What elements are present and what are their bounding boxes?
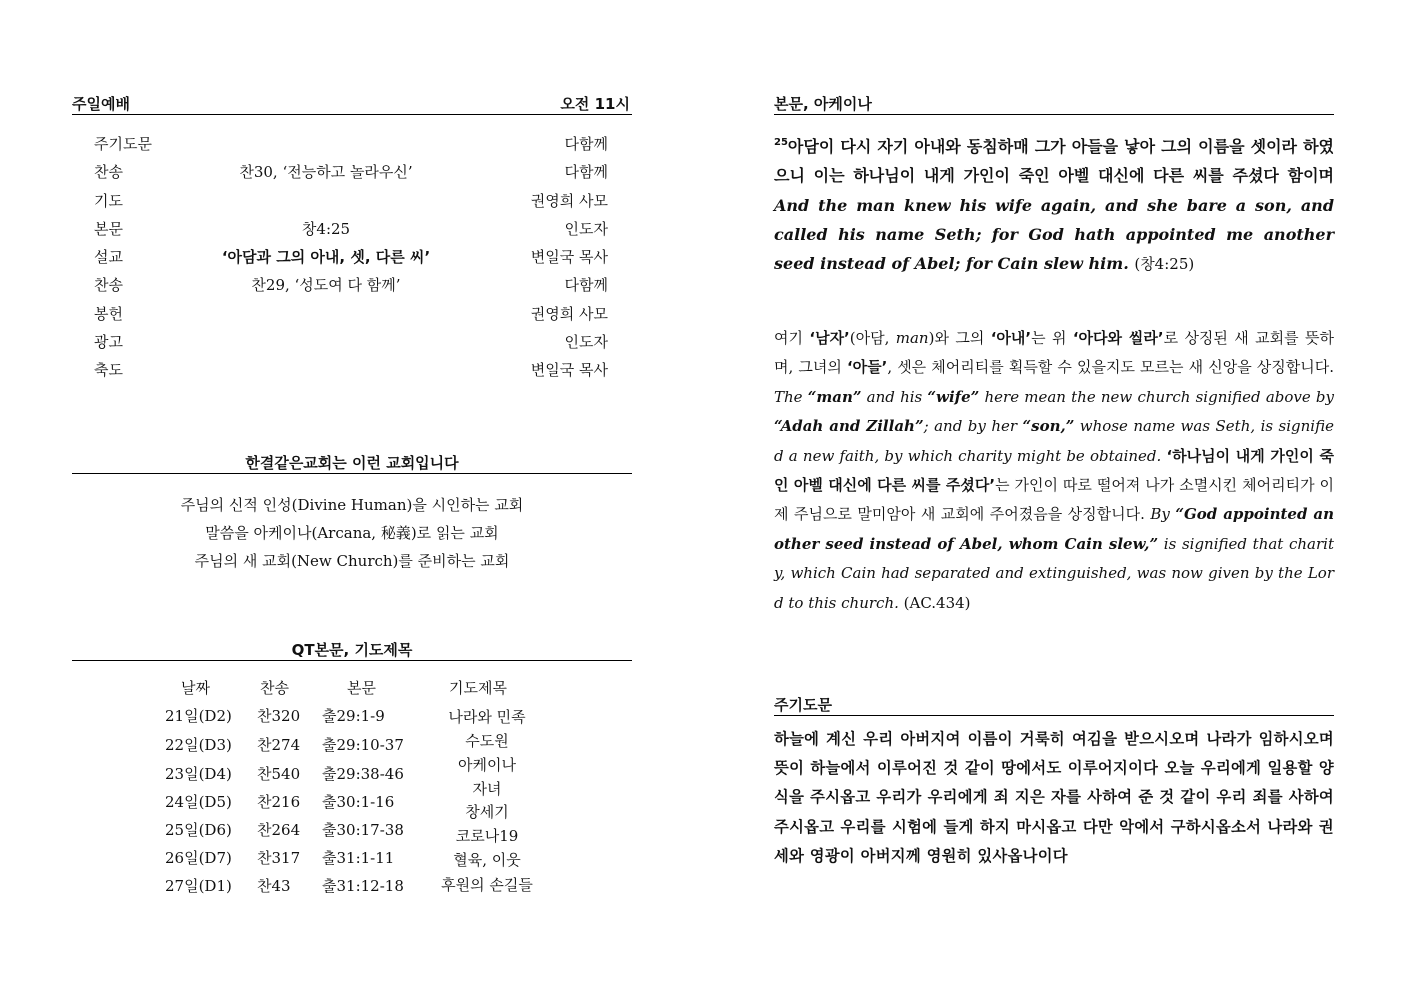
service-leader: 다함께 xyxy=(564,276,608,295)
worship-title: 주일예배 xyxy=(72,95,130,113)
arcana-commentary xyxy=(774,324,1334,618)
qt-text: 출30:1-16 xyxy=(322,793,395,811)
commentary-english: By xyxy=(1150,505,1176,524)
commentary-english-emphasis: “God appointed another seed instead of Abel, whom Cain slew,” xyxy=(774,505,1335,553)
commentary-text: 로 상징된 새 교회를 뜻하며, 그녀의 xyxy=(774,329,1335,377)
qt-prayer-topic: 자녀 xyxy=(472,780,502,798)
text-header xyxy=(774,94,1334,115)
qt-col-hymn: 찬송 xyxy=(260,679,289,697)
qt-col-text: 본문 xyxy=(347,679,376,697)
qt-row xyxy=(0,704,700,728)
qt-text: 출31:1-11 xyxy=(322,849,395,867)
qt-hymn: 찬320 xyxy=(257,707,301,725)
qt-row xyxy=(0,733,700,757)
service-row xyxy=(94,243,608,271)
commentary-emphasis: ‘아들’ xyxy=(846,358,888,377)
verse-number: 25 xyxy=(774,137,788,148)
service-leader: 다함께 xyxy=(564,163,608,182)
qt-prayer-topic: 아케이나 xyxy=(458,756,516,774)
worship-header xyxy=(72,94,632,115)
qt-date: 24일(D5) xyxy=(165,793,232,811)
qt-row xyxy=(0,762,700,786)
commentary-emphasis: ‘남자’ xyxy=(809,329,850,347)
sermon-title: ‘아담과 그의 아내, 셋, 다른 씨’ xyxy=(221,248,431,267)
qt-col-prayer: 기도제목 xyxy=(449,679,507,697)
commentary-english: here mean the new church signified above by xyxy=(979,387,1335,406)
mission-line: 말씀을 아케이나(Arcana, 秘義)로 읽는 교회 xyxy=(205,524,499,542)
commentary-english: whose name was Seth, is signified a new faith, by which charity might be obtained. xyxy=(774,417,1334,465)
service-row xyxy=(94,215,608,243)
qt-prayer-topic: 나라와 민족 xyxy=(448,708,526,726)
service-row xyxy=(94,130,608,158)
service-row xyxy=(94,271,608,299)
commentary-text: )와 그의 xyxy=(928,329,991,347)
qt-col-date: 날짜 xyxy=(181,679,210,697)
commentary-reference: (AC.434) xyxy=(898,593,971,612)
commentary-emphasis: ‘하나님이 내게 가인이 죽인 아벨 대신에 다른 씨를 주셨다’ xyxy=(774,446,1334,495)
lords-prayer-header xyxy=(774,695,1334,716)
mission-line: 주님의 새 교회(New Church)를 준비하는 교회 xyxy=(194,552,510,570)
service-item: 기도 xyxy=(94,191,123,210)
service-detail: 찬30, ‘전능하고 놀라우신’ xyxy=(239,163,413,182)
mission-line: 주님의 신적 인성(Divine Human)을 시인하는 교회 xyxy=(180,496,524,514)
qt-text: 출30:17-38 xyxy=(322,821,404,839)
qt-hymn: 찬264 xyxy=(257,821,301,839)
service-item: 봉헌 xyxy=(94,304,123,323)
qt-date: 21일(D2) xyxy=(165,707,232,725)
qt-row xyxy=(0,846,700,870)
commentary-text: 는 위 xyxy=(1031,329,1073,347)
commentary-emphasis: ‘아내’ xyxy=(990,329,1032,347)
commentary-english-emphasis: “son,” xyxy=(1022,417,1075,436)
qt-row xyxy=(0,818,700,842)
verse-reference: (창4:25) xyxy=(1134,255,1195,274)
qt-prayer-topic: 창세기 xyxy=(465,803,509,821)
commentary-english-emphasis: “man” xyxy=(807,387,862,406)
service-detail: 창4:25 xyxy=(301,219,351,238)
service-row xyxy=(94,300,608,328)
service-item: 찬송 xyxy=(94,163,123,182)
commentary-text: 는 가인이 따로 떨어져 나가 소멸시킨 체어리티가 이제 주님으로 말미암아 새 교회에 주어졌음을 상징합니다. xyxy=(774,476,1334,524)
service-row xyxy=(94,187,608,215)
commentary-english: The xyxy=(774,387,808,406)
commentary-english: ; and by her xyxy=(923,417,1023,436)
service-leader: 변일국 목사 xyxy=(530,361,608,380)
lords-prayer-title: 주기도문 xyxy=(774,696,832,714)
qt-text: 출29:10-37 xyxy=(322,736,404,754)
service-leader: 인도자 xyxy=(564,333,608,352)
verse-korean: 아담이 다시 자기 아내와 동침하매 그가 아들을 낳아 그의 이름을 셋이라 하였으니 이는 하나님이 내게 가인이 죽인 아벨 대신에 다른 씨를 주셨다 함이며 xyxy=(774,137,1334,186)
commentary-emphasis: ‘아다와 씰라’ xyxy=(1072,329,1164,347)
qt-date: 25일(D6) xyxy=(165,821,232,839)
mission-statements xyxy=(72,491,632,575)
commentary-english: is signified that charity, which Cain had separated and extinguished, was now given by the Lord to this church. xyxy=(774,534,1334,612)
qt-row xyxy=(0,790,700,814)
commentary-text: 여기 xyxy=(774,329,810,347)
service-leader: 인도자 xyxy=(564,219,608,238)
commentary-english-emphasis: “wife” xyxy=(927,387,980,406)
qt-text: 출29:1-9 xyxy=(322,707,385,725)
qt-prayer-topic: 혈육, 이웃 xyxy=(453,851,521,869)
service-item: 설교 xyxy=(94,248,123,267)
qt-date: 27일(D1) xyxy=(165,877,232,895)
service-leader: 변일국 목사 xyxy=(530,248,608,267)
commentary-text: (아담, xyxy=(849,329,896,347)
qt-prayer-topic: 코로나19 xyxy=(455,827,519,845)
service-item: 축도 xyxy=(94,361,123,380)
service-leader: 권영희 사모 xyxy=(530,191,608,210)
service-row xyxy=(94,328,608,356)
service-leader: 권영희 사모 xyxy=(530,304,608,323)
commentary-english: man xyxy=(895,329,929,347)
qt-header-bar xyxy=(72,640,632,661)
lords-prayer-text: 하늘에 계신 우리 아버지여 이름이 거룩히 여김을 받으시오며 나라가 임하시오며 뜻이 하늘에서 이루어진 것 같이 땅에서도 이루어지이다 오늘 우리에게 일용할 양식을 주시옵고 우리가 우리에게 죄 지은 자를 사하여 준 것 같이 우리 죄를 사하여 주시옵고 우리를 시험에 들게 하지 마시옵고 다만 악에서 구하시옵소서 나라와 권세와 영광이 아버지께 영원히 있사옵나이다 xyxy=(774,730,1334,865)
qt-hymn: 찬274 xyxy=(257,736,301,754)
qt-text: 출31:12-18 xyxy=(322,877,404,895)
order-of-service xyxy=(94,130,608,385)
qt-date: 23일(D4) xyxy=(165,765,232,783)
mission-title: 한결같은교회는 이런 교회입니다 xyxy=(245,454,459,472)
commentary-english-emphasis: “Adah and Zillah” xyxy=(774,417,924,436)
scripture-verse xyxy=(774,132,1334,279)
qt-hymn: 찬43 xyxy=(257,877,291,895)
service-detail: 찬29, ‘성도여 다 함께’ xyxy=(251,276,401,295)
qt-hymn: 찬317 xyxy=(257,849,301,867)
text-section-title: 본문, 아케이나 xyxy=(774,95,872,113)
qt-text: 출29:38-46 xyxy=(322,765,404,783)
service-item: 찬송 xyxy=(94,276,123,295)
worship-time: 오전 11시 xyxy=(560,95,630,113)
qt-prayer-topic: 수도원 xyxy=(465,732,509,750)
commentary-english: and his xyxy=(861,387,928,406)
qt-hymn: 찬540 xyxy=(257,765,301,783)
service-item: 본문 xyxy=(94,219,123,238)
service-row xyxy=(94,356,608,384)
qt-date: 26일(D7) xyxy=(165,849,232,867)
verse-english: And the man knew his wife again, and she bare a son, and called his name Seth; for God hath appointed me another seed instead of Abel; for Cain slew him. xyxy=(774,195,1334,274)
qt-hymn: 찬216 xyxy=(257,793,301,811)
qt-title: QT본문, 기도제목 xyxy=(291,641,413,659)
qt-date: 22일(D3) xyxy=(165,736,232,754)
service-row xyxy=(94,158,608,186)
qt-row xyxy=(0,874,700,898)
service-item: 광고 xyxy=(94,333,123,352)
mission-header xyxy=(72,453,632,474)
commentary-text: , 셋은 체어리티를 획득할 수 있을지도 모르는 새 신앙을 상징합니다. xyxy=(887,358,1335,377)
service-item: 주기도문 xyxy=(94,135,152,153)
service-leader: 다함께 xyxy=(564,135,608,153)
qt-prayer-topic: 후원의 손길들 xyxy=(441,876,533,894)
